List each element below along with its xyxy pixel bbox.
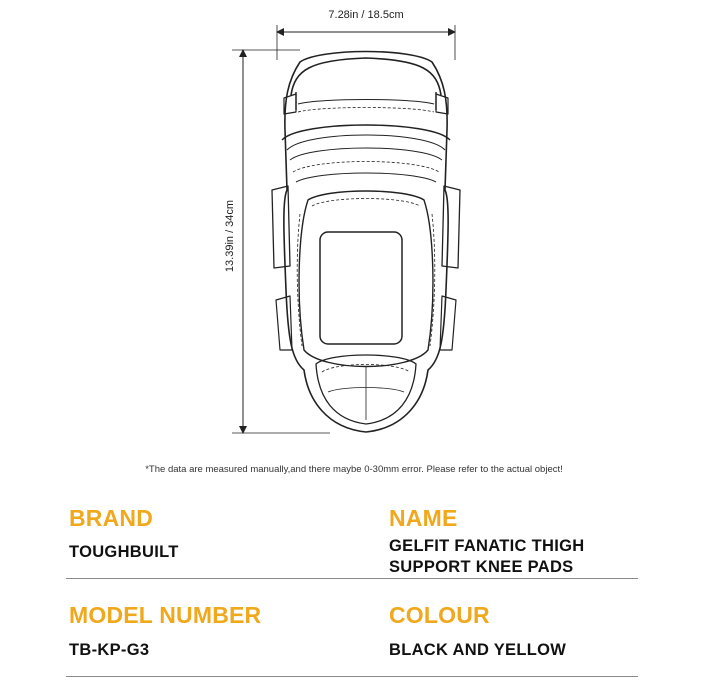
colour-value: BLACK AND YELLOW (389, 641, 567, 659)
brand-label: BRAND (69, 505, 154, 531)
colour-label: COLOUR (389, 602, 490, 628)
divider-line (66, 676, 638, 677)
model-number-label: MODEL NUMBER (69, 602, 262, 628)
height-dimension-label: 13.39in / 34cm (224, 199, 236, 273)
name-label: NAME (389, 505, 458, 531)
knee-pad-outline (272, 52, 460, 433)
measurement-note: *The data are measured manually,and there maybe 0-30mm error. Please refer to the actual object! (145, 464, 563, 475)
height-dimension-arrow (232, 50, 330, 433)
name-value-line1: GELFIT FANATIC THIGH (389, 537, 585, 555)
width-dimension-label: 7.28in / 18.5cm (328, 9, 404, 21)
brand-value: TOUGHBUILT (69, 543, 179, 561)
divider-line (66, 578, 638, 579)
width-dimension-arrow (277, 25, 455, 60)
model-number-value: TB-KP-G3 (69, 641, 150, 659)
name-value-line2: SUPPORT KNEE PADS (389, 558, 574, 576)
